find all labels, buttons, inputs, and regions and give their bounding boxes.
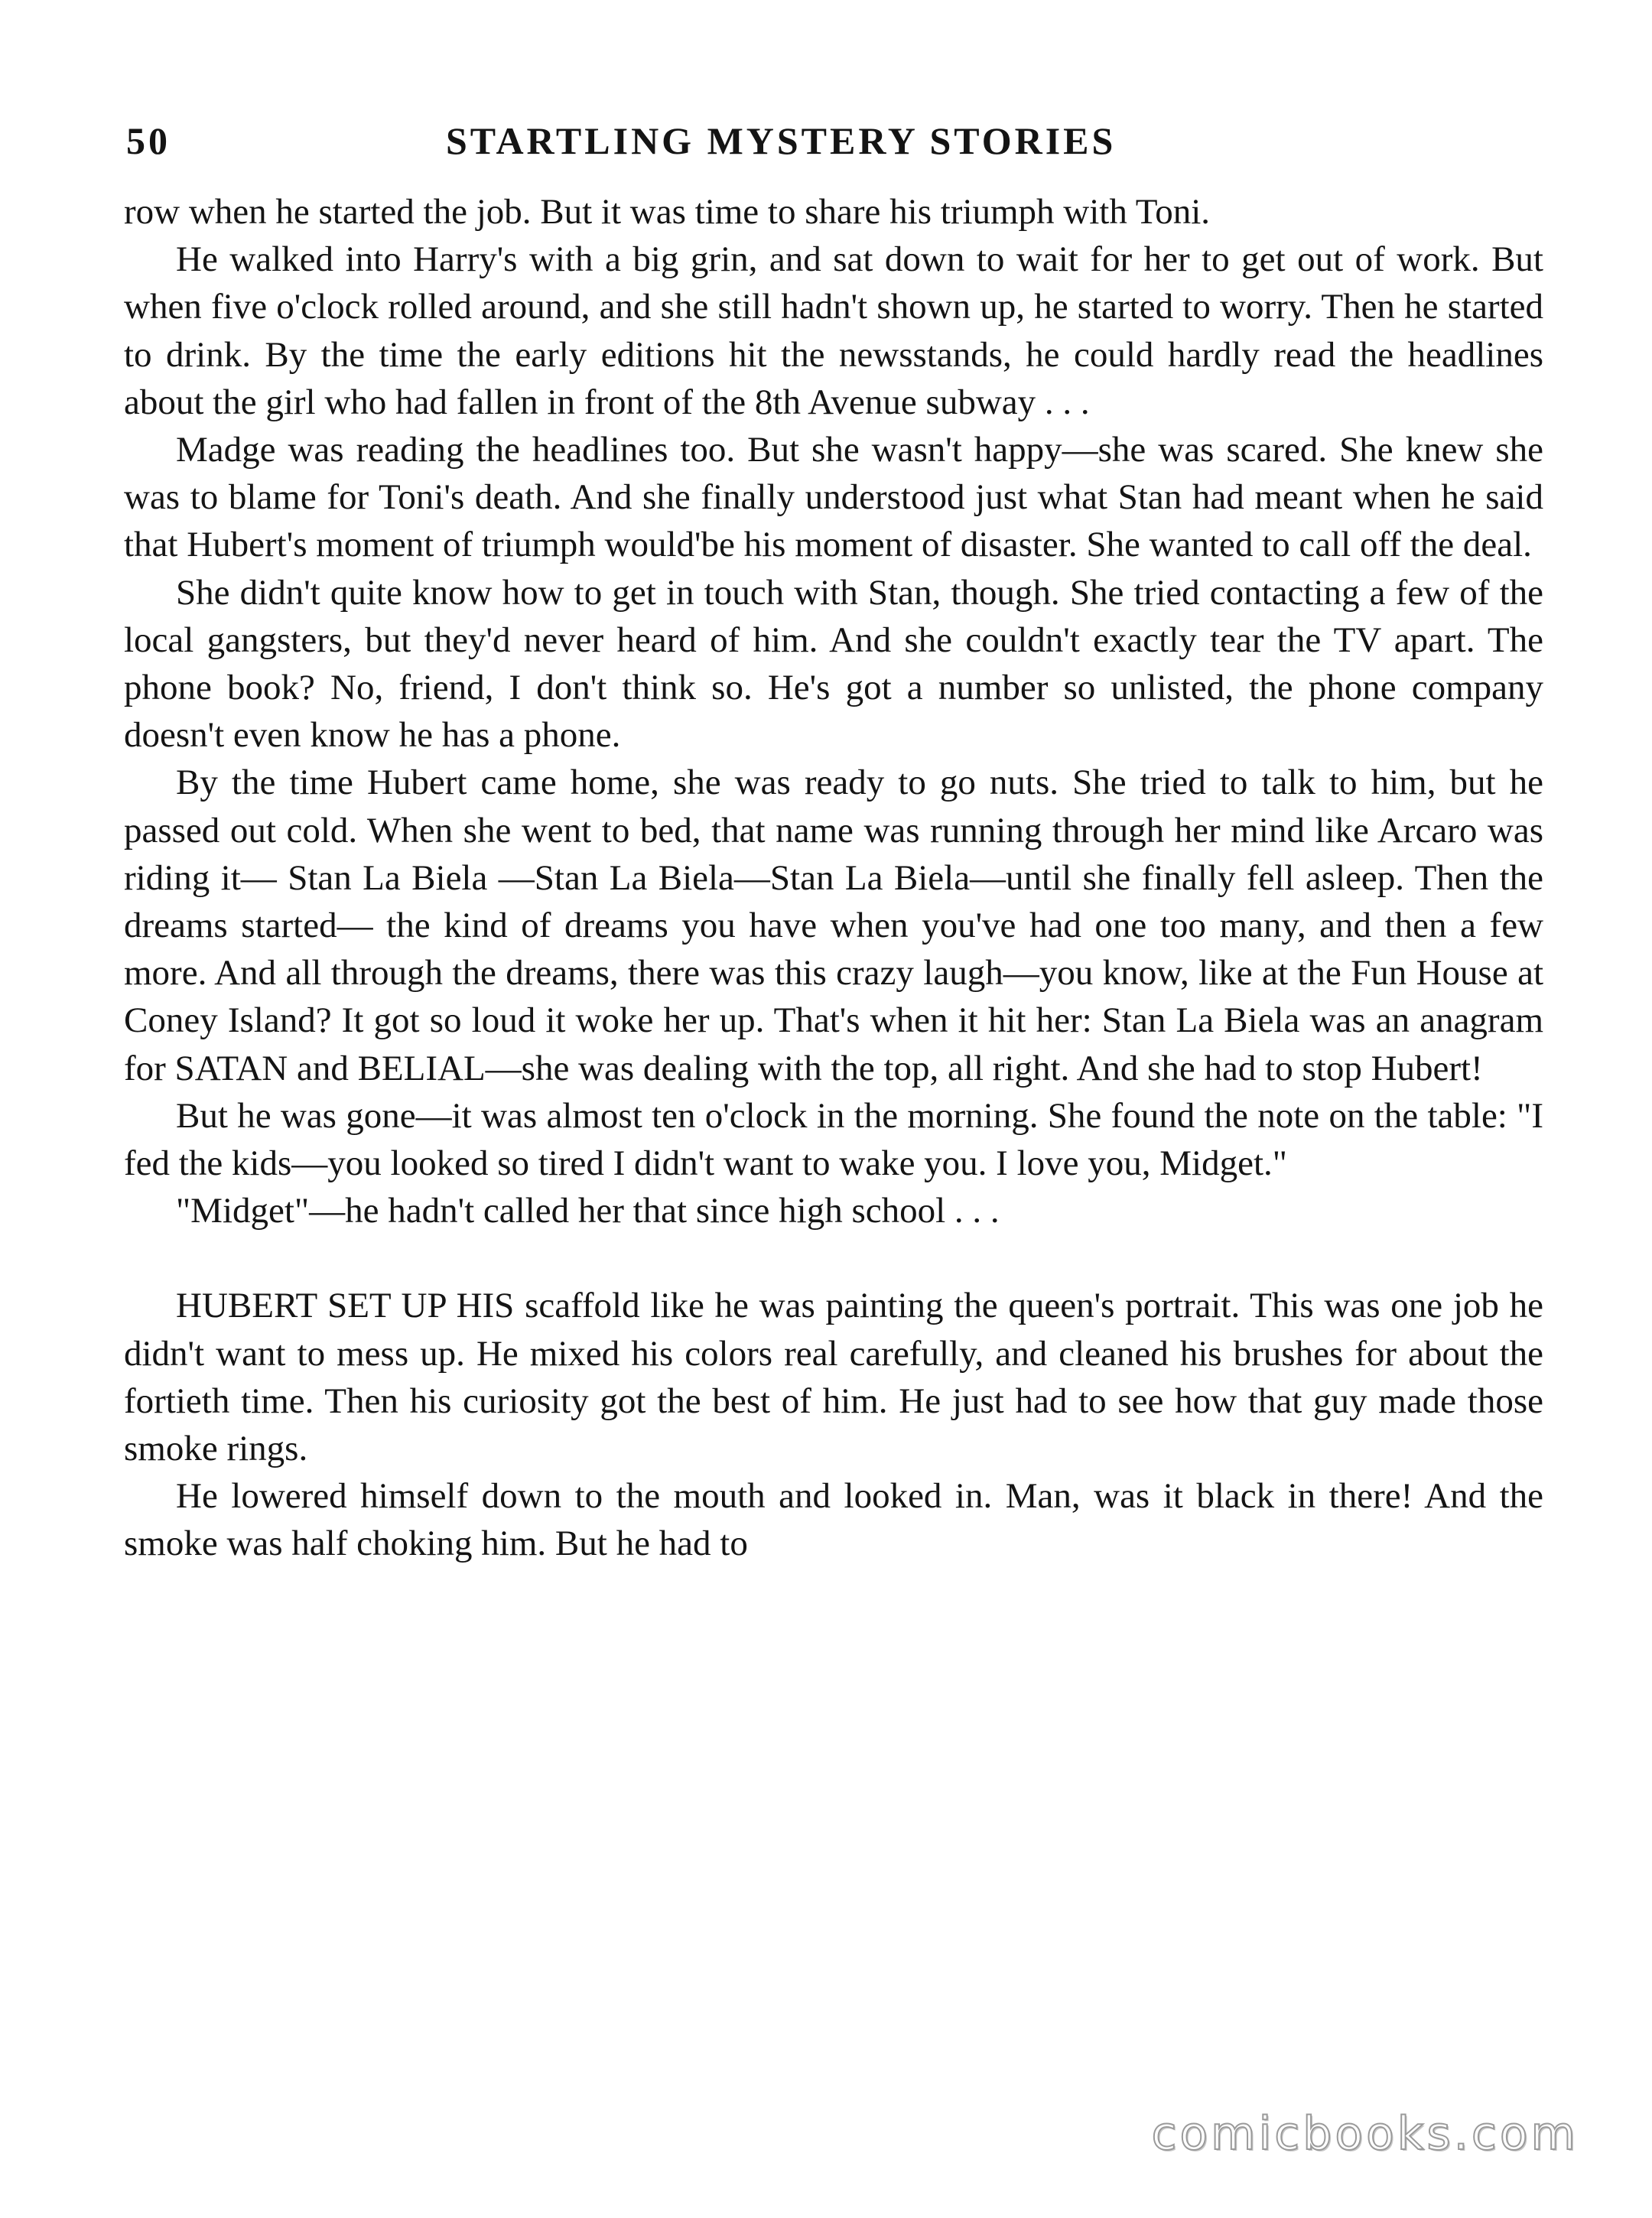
magazine-title: STARTLING MYSTERY STORIES [446,119,1117,162]
paragraph: "Midget"—he hadn't called her that since high school . . . [176,1191,1000,1231]
paragraph: Madge was reading the headlines too. But she wasn't happy—she was scared. She knew she was to blame for Toni's death. And she finally understood just what Stan had meant when he said that Hubert's moment of triumph would'be his moment of disaster. She wanted to call off the deal. [124,430,1543,565]
paragraph: HUBERT SET UP HIS scaffold like he was painting the queen's portrait. This was one job he didn't want to mess up. He mixed his colors real carefully, and cleaned his brushes for about the fortieth time. Then his curiosity got the best of him. He just had to see how that guy made those smoke rings. [124,1286,1543,1469]
running-head [126,119,1556,180]
paragraph: But he was gone—it was almost ten o'clock in the morning. She found the note on the table: "I fed the kids—you looked so tired I didn't want to wake you. I love you, Midget." [124,1095,1543,1184]
paragraph: He walked into Harry's with a big grin, and sat down to wait for her to get out of work. But when five o'clock rolled around, and she still hadn't shown up, he started to worry. Then he started to drink. By the time the early editions hit the newsstands, he could hardly read the headlines about the girl who had fallen in front of the 8th Avenue subway . . . [124,239,1543,422]
story-text [124,188,1543,1568]
page-number: 50 [126,119,171,162]
watermark-logo: comicbooks.com [1151,2107,1579,2161]
paragraph: He lowered himself down to the mouth and looked in. Man, was it black in there! And the smoke was half choking him. But he had to [124,1476,1543,1564]
paragraph: She didn't quite know how to get in touch with Stan, though. She tried contacting a few of the local gangsters, but they'd never heard of him. And she couldn't exactly tear the TV apart. The phone book? No, friend, I don't think so. He's got a number so unlisted, the phone company doesn't even know he has a phone. [124,572,1543,756]
paragraph: row when he started the job. But it was time to share his triumph with Toni. [124,192,1211,232]
paragraph: By the time Hubert came home, she was ready to go nuts. She tried to talk to him, but he passed out cold. When she went to bed, that name was running through her mind like Arcaro was riding it— Stan La Biela —Stan La Biela—Stan La Biela—until she finally fell asleep. Then the dreams started— the kind of dreams you have when you've had one too many, and then a few more. And all through the dreams, there was this crazy laugh—you know, like at the Fun House at Coney Island? It got so loud it woke her up. That's when it hit her: Stan La Biela was an anagram for SATAN and BELIAL—she was dealing with the top, all right. And she had to stop Hubert! [124,763,1543,1088]
